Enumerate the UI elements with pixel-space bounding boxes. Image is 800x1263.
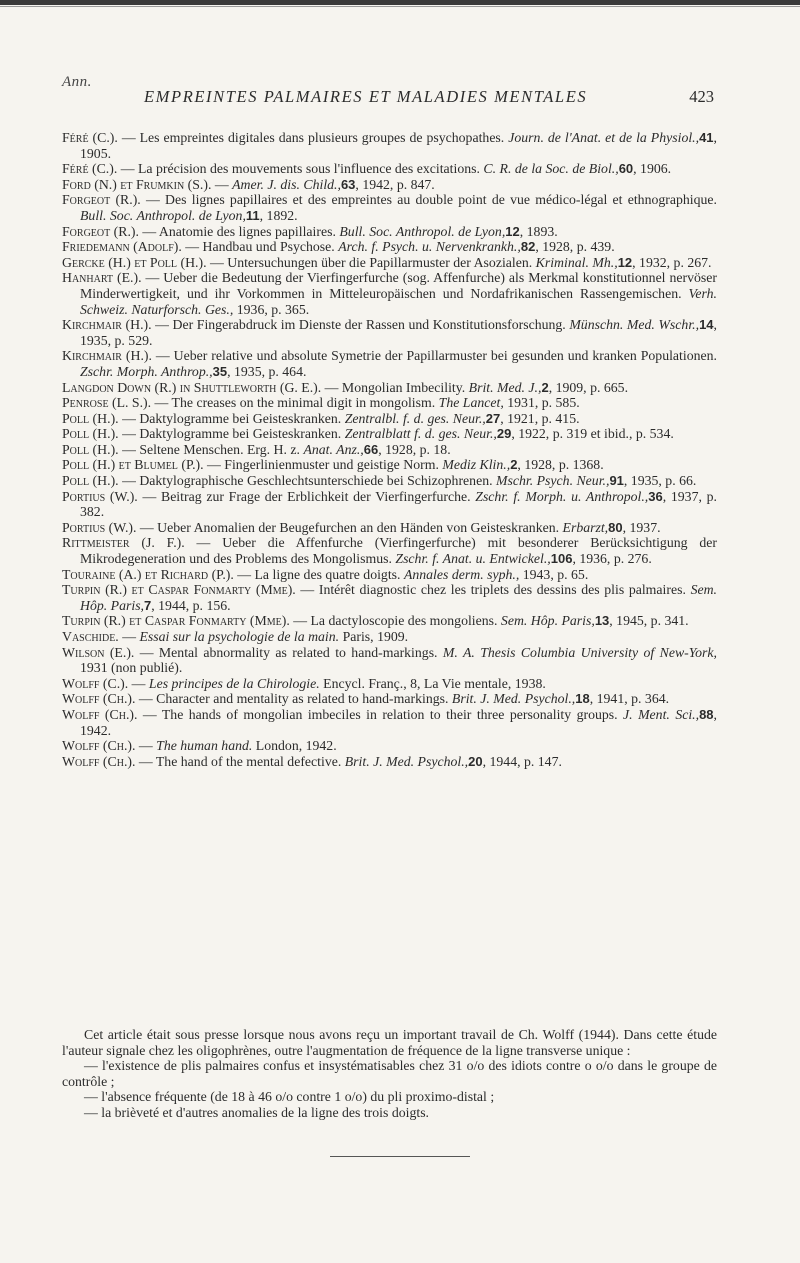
reference-entry	[62, 473, 717, 489]
reference-tail: , 1906.	[633, 161, 672, 177]
reference-tail: , 1922, p. 319 et ibid., p. 534.	[511, 426, 674, 442]
reference-source: Journ. de l'Anat. et de la Physiol.,	[508, 130, 700, 145]
reference-entry	[62, 317, 717, 348]
reference-tail: , 1942.	[80, 706, 717, 738]
reference-text: — Fingerlinienmuster und geistige Norm.	[203, 457, 443, 473]
reference-entry	[62, 520, 717, 536]
reference-tail: , 1936, p. 276.	[572, 551, 652, 567]
reference-tail: 1931 (non publié).	[80, 660, 183, 676]
closing-item: — l'existence de plis palmaires confus et insystématisables chez 31 o/o des idiots contre o o/o dans le groupe de contrôle ;	[62, 1058, 717, 1089]
reference-text: — The creases on the minimal digit in mongolism.	[151, 395, 439, 411]
reference-entry	[62, 224, 717, 240]
reference-tail: Encycl. Franç., 8, La Vie mentale, 1938.	[319, 675, 546, 691]
reference-source: Zschr. f. Anat. u. Entwickel.,	[395, 551, 551, 567]
reference-entry	[62, 270, 717, 317]
reference-text: — Ueber Anomalien der Beugefurchen an den Händen von Geisteskranken.	[136, 519, 563, 535]
reference-entry	[62, 130, 717, 161]
reference-author: Turpin (R.) et Caspar Fonmarty (Mme).	[62, 582, 296, 598]
top-border-rule	[0, 0, 800, 5]
closing-item: — l'absence fréquente (de 18 à 46 o/o contre 1 o/o) du pli proximo-distal ;	[84, 1089, 495, 1105]
reference-text: — Anatomie des lignes papillaires.	[138, 223, 340, 239]
reference-text: — Daktylogramme bei Geisteskranken.	[118, 426, 345, 442]
reference-text: — The hands of mongolian imbeciles in relation to their three personality groups.	[137, 706, 624, 722]
reference-author: Poll (H.).	[62, 426, 119, 442]
reference-source: Anat. Anz.,	[303, 441, 364, 457]
reference-tail: , 1893.	[519, 223, 558, 239]
reference-text: —	[118, 629, 140, 644]
end-rule	[330, 1156, 470, 1157]
running-header	[62, 87, 714, 109]
reference-tail: 1931, p. 585.	[503, 395, 580, 411]
reference-entry	[62, 348, 717, 379]
reference-entry	[62, 489, 717, 520]
reference-text: — Des lignes papillaires et des empreintes au double point de vue médico-légal et ethnographique.	[140, 192, 717, 208]
reference-author: Wolff (C.).	[62, 675, 129, 691]
reference-volume: 11	[245, 207, 260, 223]
reference-text: — Der Fingerabdruck im Dienste der Rassen und Konstitutionsforschung.	[151, 317, 570, 333]
reference-author: Vaschide.	[62, 629, 119, 644]
reference-volume: 12	[617, 254, 633, 270]
reference-text: — La précision des mouvements sous l'influence des excitations.	[117, 161, 484, 177]
reference-text: — Character and mentality as related to hand-markings.	[135, 691, 452, 707]
reference-entry	[62, 613, 717, 629]
reference-volume: 36	[648, 488, 663, 504]
reference-tail: 1936, p. 365.	[233, 301, 310, 317]
reference-entry	[62, 676, 717, 692]
reference-tail: , 1892.	[259, 207, 298, 223]
reference-volume: 88	[699, 706, 714, 722]
reference-volume: 41	[699, 130, 714, 145]
reference-source: Verh. Schweiz. Naturforsch. Ges.,	[80, 285, 717, 317]
reference-source: Bull. Soc. Anthropol. de Lyon,	[339, 223, 506, 239]
reference-tail: , 1944, p. 147.	[482, 753, 562, 769]
closing-item: — la brièveté et d'autres anomalies de la ligne des trois doigts.	[84, 1104, 430, 1120]
reference-author: Kirchmair (H.).	[62, 348, 152, 364]
reference-volume: 2	[510, 457, 518, 473]
reference-entry	[62, 411, 717, 427]
reference-entry	[62, 426, 717, 442]
reference-text: — Daktylographische Geschlechtsunterschiede bei Schizophrenen.	[118, 473, 496, 489]
running-title: EMPREINTES PALMAIRES ET MALADIES MENTALES	[144, 87, 588, 106]
reference-volume: 106	[550, 551, 573, 567]
reference-author: Touraine (A.) et Richard (P.).	[62, 566, 234, 582]
reference-entry	[62, 380, 717, 396]
reference-tail: , 1944, p. 156.	[151, 597, 231, 613]
reference-source: Les principes de la Chirologie.	[148, 675, 320, 691]
reference-entry	[62, 645, 717, 676]
reference-tail: , 1945, p. 341.	[609, 613, 689, 629]
reference-volume: 20	[468, 753, 483, 769]
reference-author: Wolff (Ch.).	[62, 691, 136, 707]
reference-text: — Mental abnormality as related to hand-markings.	[134, 644, 443, 660]
reference-author: Ford (N.) et Frumkin (S.).	[62, 176, 212, 192]
reference-entry	[62, 629, 717, 645]
margin-annotation: Ann.	[62, 74, 92, 90]
reference-entry	[62, 582, 717, 613]
reference-source: Bull. Soc. Anthropol. de Lyon,	[80, 207, 246, 223]
reference-text: —	[211, 176, 233, 192]
reference-volume: 18	[575, 691, 590, 707]
reference-text: — Ueber die Bedeutung der Vierfingerfurche (sog. Affenfurche) als Merkmal konstitutionnel nervöser Minderwertigkeit, und ihr Vorkommen in Mitteleuropäischen und Nordafrikanischen Rassengemischen.	[80, 270, 717, 301]
reference-text: —	[135, 738, 157, 754]
reference-source: Kriminal. Mh.,	[535, 254, 618, 270]
reference-tail: , 1935, p. 464.	[227, 363, 307, 379]
reference-entry	[62, 192, 717, 223]
reference-author: Poll (H.) et Blumel (P.).	[62, 457, 204, 473]
reference-volume: 2	[541, 379, 549, 395]
reference-text: — La ligne des quatre doigts.	[233, 566, 404, 582]
reference-author: Portius (W.).	[62, 519, 137, 535]
reference-author: Wolff (Ch.).	[62, 753, 136, 769]
reference-author: Kirchmair (H.).	[62, 317, 152, 333]
reference-tail: , 1935, p. 529.	[80, 317, 717, 348]
reference-entry	[62, 442, 717, 458]
reference-volume: 60	[618, 161, 634, 177]
reference-tail: , 1937.	[622, 519, 661, 535]
reference-tail: , 1928, p. 1368.	[517, 457, 604, 473]
reference-list	[62, 130, 717, 769]
reference-volume: 91	[609, 473, 624, 489]
reference-entry	[62, 707, 717, 738]
reference-tail: , 1937, p. 382.	[80, 488, 717, 520]
reference-author: Hanhart (E.).	[62, 270, 142, 286]
reference-entry	[62, 754, 717, 770]
reference-entry	[62, 177, 717, 193]
reference-author: Forgeot (R.).	[62, 192, 141, 208]
reference-tail: 1943, p. 65.	[519, 566, 589, 582]
reference-entry	[62, 255, 717, 271]
reference-author: Féré (C.).	[62, 161, 118, 177]
reference-source: Sem. Hôp. Paris,	[80, 582, 717, 613]
top-border-rule-thin	[0, 6, 800, 7]
reference-entry	[62, 691, 717, 707]
reference-source: Annales derm. syph.,	[403, 566, 520, 582]
reference-source: Zentralbl. f. d. ges. Neur.,	[344, 410, 486, 426]
reference-entry	[62, 457, 717, 473]
reference-entry	[62, 738, 717, 754]
reference-volume: 12	[505, 223, 520, 239]
reference-text: — Seltene Menschen. Erg. H. z.	[118, 441, 304, 457]
reference-source: Amer. J. dis. Child.,	[232, 176, 341, 192]
reference-author: Portius (W.).	[62, 488, 138, 504]
reference-source: Münschn. Med. Wschr.,	[569, 317, 700, 333]
reference-text: — The hand of the mental defective.	[135, 753, 345, 769]
reference-source: J. Ment. Sci.,	[623, 706, 700, 722]
reference-source: Brit. J. Med. Psychol.,	[451, 691, 576, 707]
reference-author: Rittmeister (J. F.).	[62, 535, 185, 551]
reference-volume: 14	[699, 317, 714, 333]
reference-volume: 13	[594, 613, 610, 629]
reference-volume: 63	[340, 176, 356, 192]
reference-author: Friedemann (Adolf).	[62, 239, 182, 255]
closing-paragraph: Cet article était sous presse lorsque nous avons reçu un important travail de Ch. Wolff (1944). Dans cette étude l'auteur signale chez les oligophrènes, outre l'augmentation de fréquence de la ligne transverse unique :	[62, 1027, 717, 1058]
reference-author: Forgeot (R.).	[62, 223, 139, 239]
reference-entry	[62, 239, 717, 255]
reference-text: — Daktylogramme bei Geisteskranken.	[118, 410, 345, 426]
reference-source: Zschr. Morph. Anthrop.,	[80, 363, 213, 379]
reference-tail: London, 1942.	[252, 738, 337, 754]
reference-entry	[62, 567, 717, 583]
reference-entry	[62, 161, 717, 177]
reference-text: — Intérêt diagnostic chez les triplets des dessins des plis palmaires.	[295, 582, 691, 598]
reference-tail: , 1932, p. 267.	[632, 254, 712, 270]
reference-author: Wolff (Ch.).	[62, 706, 138, 722]
reference-tail: , 1921, p. 415.	[500, 410, 580, 426]
reference-tail: , 1905.	[80, 130, 717, 161]
reference-source: Mediz Klin.,	[442, 457, 511, 473]
reference-tail: Paris, 1909.	[339, 629, 409, 644]
reference-author: Wilson (E.).	[62, 644, 135, 660]
reference-source: Sem. Hôp. Paris,	[500, 613, 595, 629]
reference-entry	[62, 395, 717, 411]
reference-source: M. A. Thesis Columbia University of New-York,	[442, 644, 717, 660]
reference-source: Mschr. Psych. Neur.,	[496, 473, 610, 489]
reference-source: C. R. de la Soc. de Biol.,	[483, 161, 619, 177]
reference-volume: 7	[144, 597, 152, 613]
reference-volume: 82	[520, 239, 536, 255]
reference-source: Essai sur la psychologie de la main.	[139, 629, 340, 644]
reference-author: Wolff (Ch.).	[62, 738, 136, 754]
reference-volume: 35	[212, 363, 228, 379]
reference-volume: 27	[485, 410, 501, 426]
reference-author: Langdon Down (R.) in Shuttleworth (G. E.).	[62, 379, 322, 395]
page-number: 423	[689, 87, 714, 106]
reference-tail: , 1935, p. 66.	[623, 473, 697, 489]
reference-text: —	[128, 675, 149, 691]
reference-source: Arch. f. Psych. u. Nervenkrankh.,	[338, 239, 521, 255]
reference-text: — Untersuchungen über die Papillarmuster der Asozialen.	[206, 254, 536, 270]
reference-author: Poll (H.).	[62, 441, 119, 457]
reference-source: Erbarzt,	[562, 519, 609, 535]
reference-tail: , 1942, p. 847.	[355, 176, 435, 192]
reference-author: Poll (H.).	[62, 410, 119, 426]
reference-text: — Les empreintes digitales dans plusieurs groupes de psychopathes.	[117, 130, 509, 145]
reference-source: Brit. J. Med. Psychol.,	[344, 753, 469, 769]
reference-volume: 29	[496, 426, 512, 442]
reference-tail: , 1941, p. 364.	[589, 691, 670, 707]
reference-text: — Mongolian Imbecility.	[321, 379, 469, 395]
reference-text: — Handbau und Psychose.	[181, 239, 339, 255]
reference-source: The Lancet,	[438, 395, 504, 411]
reference-entry	[62, 535, 717, 566]
reference-tail: , 1909, p. 665.	[548, 379, 629, 395]
reference-volume: 80	[608, 519, 623, 535]
reference-tail: , 1928, p. 18.	[378, 441, 451, 457]
reference-author: Poll (H.).	[62, 473, 119, 489]
reference-source: The human hand.	[156, 738, 253, 754]
reference-author: Gercke (H.) et Poll (H.).	[62, 254, 207, 270]
reference-author: Féré (C.).	[62, 130, 118, 145]
reference-source: Zentralblatt f. d. ges. Neur.,	[344, 426, 497, 442]
closing-note	[62, 1027, 717, 1121]
reference-source: Brit. Med. J.,	[468, 379, 542, 395]
reference-source: Zschr. f. Morph. u. Anthropol.,	[475, 488, 649, 504]
reference-author: Penrose (L. S.).	[62, 395, 152, 411]
reference-volume: 66	[363, 441, 379, 457]
reference-tail: , 1928, p. 439.	[535, 239, 615, 255]
reference-text: — Ueber relative und absolute Symetrie der Papillarmuster bei gesunden und kranken Populationen.	[151, 348, 717, 364]
reference-text: — La dactyloscopie des mongoliens.	[289, 613, 501, 629]
reference-author: Turpin (R.) et Caspar Fonmarty (Mme).	[62, 613, 290, 629]
reference-text: — Ueber die Affenfurche (Vierfingerfurche) mit besonderer Berücksichtigung der Mikrodegeneration und des Problems des Mongolismus.	[80, 535, 717, 567]
reference-text: — Beitrag zur Frage der Erblichkeit der Vierfingerfurche.	[137, 488, 476, 504]
